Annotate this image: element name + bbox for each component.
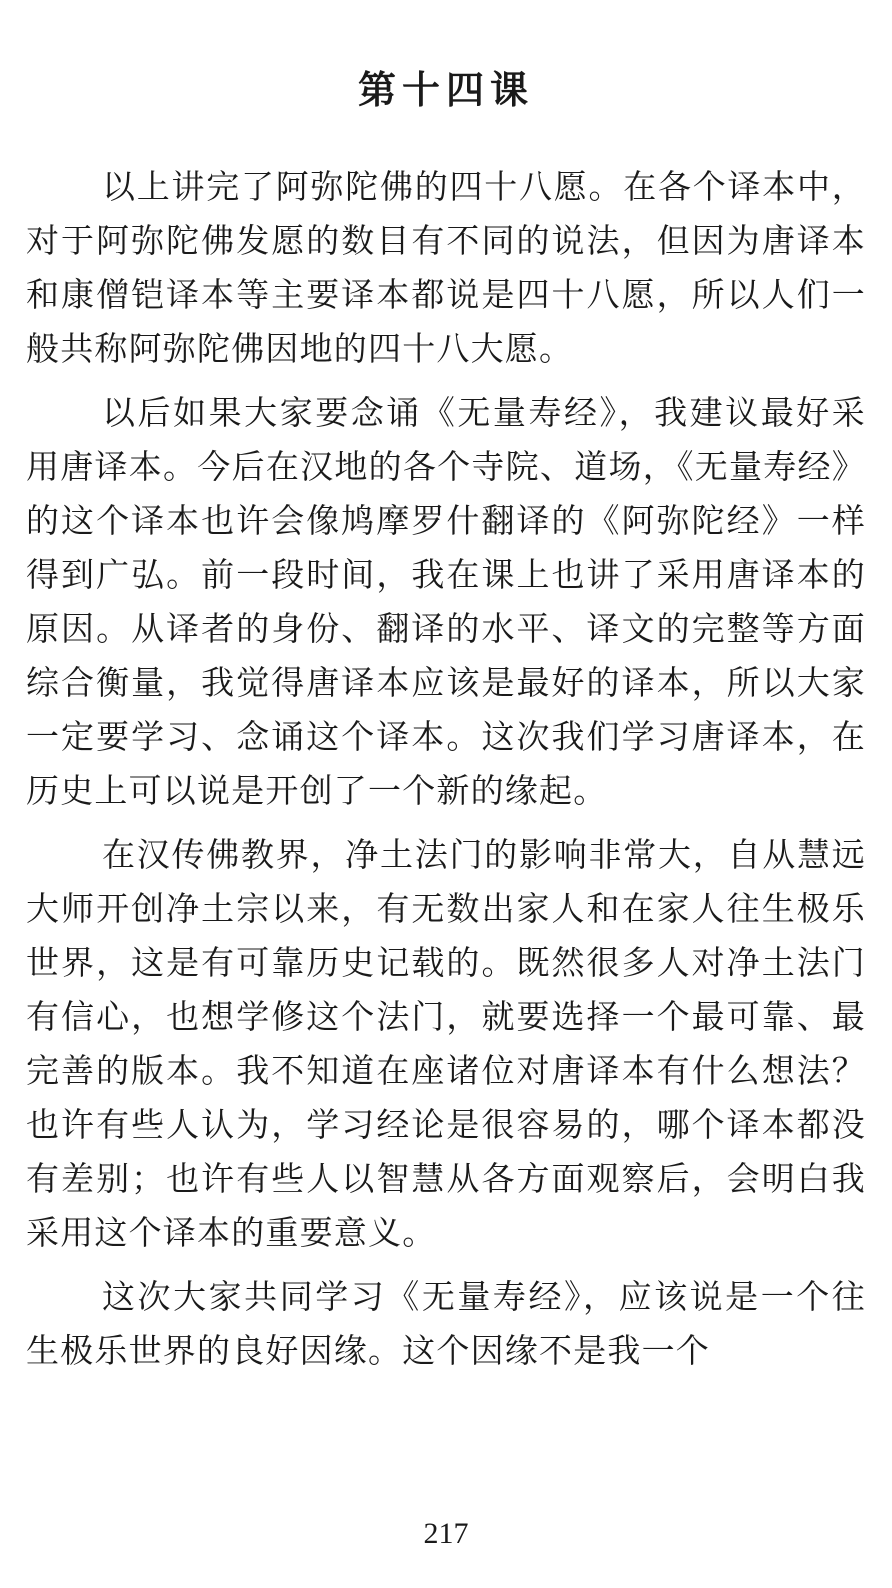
paragraph-2: 以后如果大家要念诵《无量寿经》，我建议最好采用唐译本。今后在汉地的各个寺院、道场，《无量寿经》的这个译本也许会像鸠摩罗什翻译的《阿弥陀经》一样得到广弘。前一段时间，我在课上也讲了采用唐译本的原因。从译者的身份、翻译的水平、译文的完整等方面综合衡量，我觉得唐译本应该是最好的译本，所以大家一定要学习、念诵这个译本。这次我们学习唐译本，在历史上可以说是开创了一个新的缘起。 <box>26 393 866 810</box>
paragraph-3: 在汉传佛教界，净土法门的影响非常大，自从慧远大师开创净土宗以来，有无数出家人和在家人往生极乐世界，这是有可靠历史记载的。既然很多人对净土法门有信心，也想学修这个法门，就要选择一个最可靠、最完善的版本。我不知道在座诸位对唐译本有什么想法？也许有些人认为，学习经论是很容易的，哪个译本都没有差别；也许有些人以智慧从各方面观察后，会明白我采用这个译本的重要意义。 <box>26 835 866 1252</box>
lesson-title: 第十四课 <box>357 67 534 112</box>
body-text <box>26 160 866 1388</box>
paragraph-1: 以上讲完了阿弥陀佛的四十八愿。在各个译本中，对于阿弥陀佛发愿的数目有不同的说法，但因为唐译本和康僧铠译本等主要译本都说是四十八愿，所以人们一般共称阿弥陀佛因地的四十八大愿。 <box>26 167 866 368</box>
paragraph-4: 这次大家共同学习《无量寿经》，应该说是一个往生极乐世界的良好因缘。这个因缘不是我一个 <box>26 1277 866 1370</box>
page-number: 217 <box>423 1517 469 1550</box>
